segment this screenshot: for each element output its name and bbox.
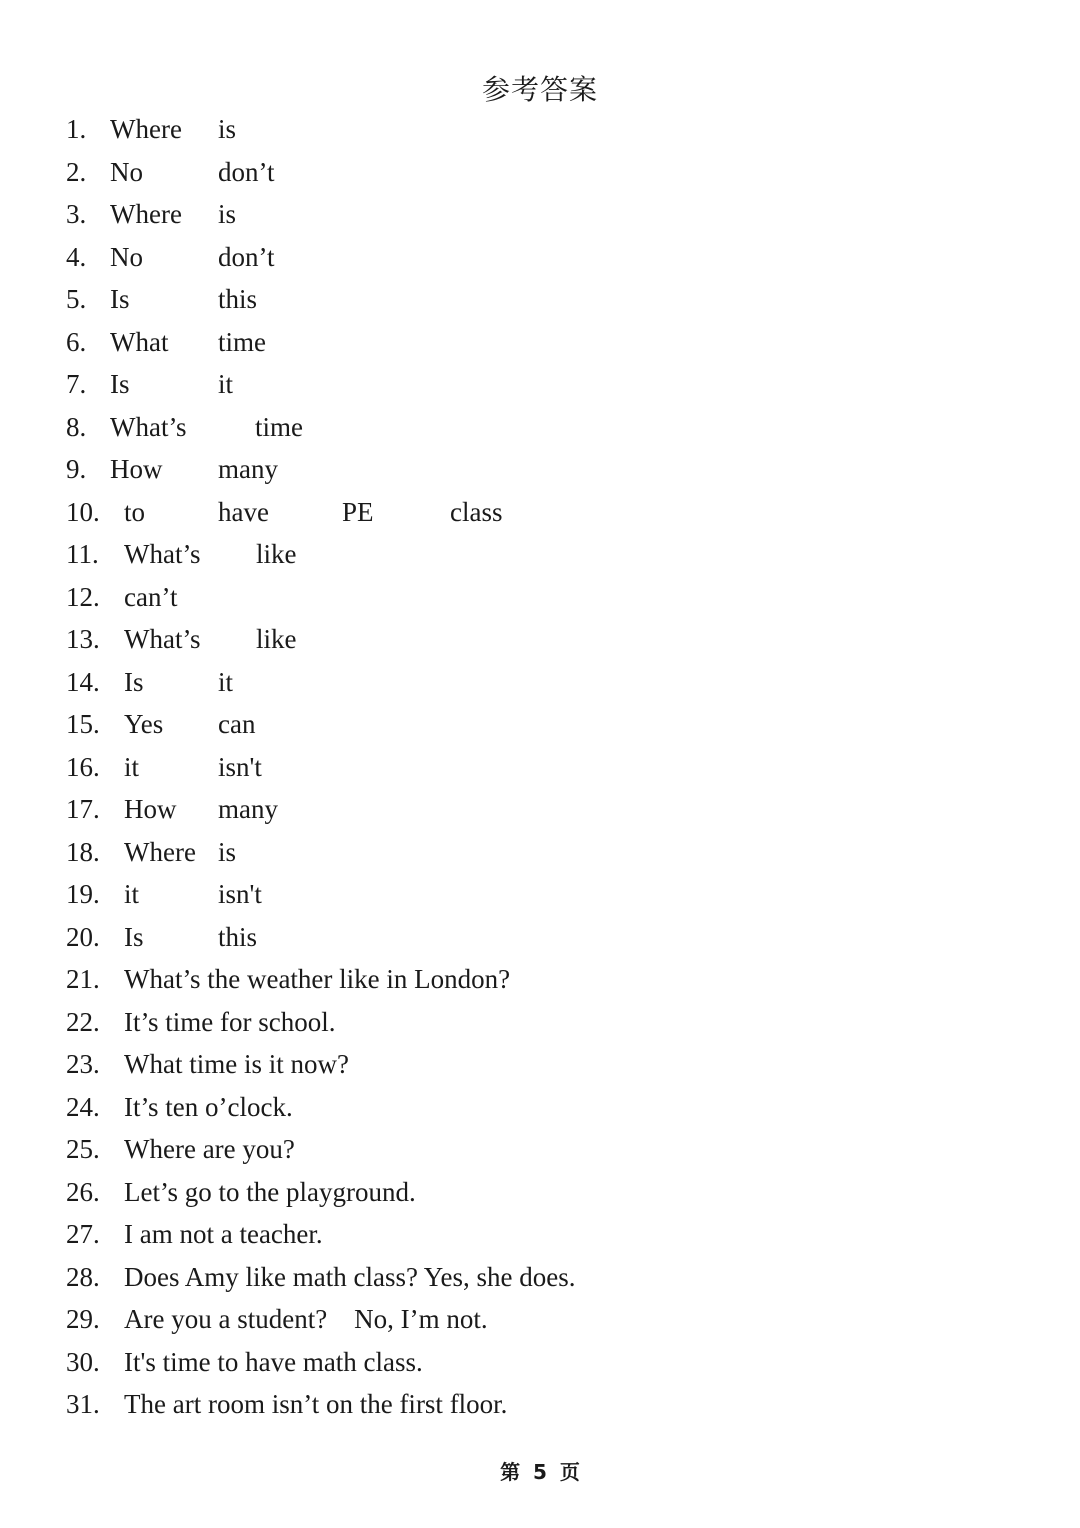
answer-number: 23. — [66, 1049, 100, 1079]
answer-row — [66, 576, 966, 619]
answer-row — [66, 278, 966, 321]
answer-word: like — [256, 539, 297, 569]
answer-word: this — [218, 921, 258, 952]
answer-word: can — [218, 709, 256, 739]
answer-sentence: I am not a teacher. — [124, 1219, 323, 1249]
answer-number: 31. — [66, 1389, 100, 1419]
answer-row — [66, 873, 966, 916]
answer-word: don’t — [218, 241, 275, 272]
answer-word: Where — [110, 199, 182, 229]
answer-word: No — [110, 156, 143, 187]
answer-row — [66, 363, 966, 406]
answer-row — [66, 916, 966, 959]
answer-word: How — [110, 454, 163, 484]
answer-row — [66, 1001, 966, 1044]
answer-word: can’t — [124, 581, 178, 612]
answer-row — [66, 1298, 966, 1341]
answer-number: 25. — [66, 1134, 100, 1164]
answer-word: What’s — [110, 411, 187, 442]
answer-word: Where — [110, 114, 182, 144]
answer-number: 18. — [66, 836, 100, 867]
answer-number: 29. — [66, 1304, 100, 1334]
answer-word: isn't — [218, 879, 262, 909]
answer-number: 30. — [66, 1346, 100, 1377]
answer-row — [66, 151, 966, 194]
answer-word: many — [218, 794, 278, 824]
answer-number: 20. — [66, 921, 100, 952]
answer-number: 22. — [66, 1006, 100, 1037]
answer-word: like — [256, 624, 297, 654]
answer-row — [66, 491, 966, 534]
answer-word: it — [124, 879, 140, 909]
answer-number: 5. — [66, 284, 87, 314]
answer-number: 7. — [66, 369, 87, 399]
answer-sentence: What time is it now? — [124, 1049, 349, 1079]
answer-word: What’s — [124, 624, 201, 654]
answer-number: 12. — [66, 581, 100, 612]
answer-sentence: It’s time for school. — [124, 1006, 336, 1037]
answer-row — [66, 193, 966, 236]
answer-word: Is — [110, 284, 130, 314]
answer-number: 21. — [66, 964, 100, 994]
answer-number: 6. — [66, 326, 87, 357]
answer-word: No — [110, 241, 143, 272]
answer-number: 4. — [66, 241, 87, 272]
answer-row — [66, 618, 966, 661]
answer-number: 13. — [66, 624, 100, 654]
answer-row — [66, 1256, 966, 1299]
answer-word: class — [450, 496, 503, 527]
answer-number: 28. — [66, 1261, 100, 1292]
answer-row — [66, 108, 966, 151]
answer-row — [66, 1383, 966, 1426]
answer-list — [66, 108, 966, 1426]
answer-word: have — [218, 496, 269, 527]
answer-word: to — [124, 496, 146, 527]
answer-word: it — [218, 666, 234, 697]
answer-row — [66, 958, 966, 1001]
answer-word: Yes — [124, 709, 164, 739]
answer-row — [66, 788, 966, 831]
answer-word: PE — [342, 496, 374, 527]
answer-row — [66, 406, 966, 449]
answer-sentence: Are you a student? No, I’m not. — [124, 1304, 488, 1334]
answer-sentence: It’s ten o’clock. — [124, 1091, 293, 1122]
answer-word: Where — [124, 836, 196, 867]
answer-word: is — [218, 199, 237, 229]
answer-row — [66, 448, 966, 491]
answer-number: 8. — [66, 411, 87, 442]
answer-row — [66, 1341, 966, 1384]
answer-number: 10. — [66, 496, 100, 527]
answer-number: 24. — [66, 1091, 100, 1122]
answer-word: is — [218, 836, 237, 867]
answer-number: 2. — [66, 156, 87, 187]
answer-number: 11. — [66, 539, 99, 569]
answer-word: time — [218, 326, 266, 357]
answer-word: Is — [124, 666, 144, 697]
answer-word: many — [218, 454, 278, 484]
answer-word: this — [218, 284, 258, 314]
answer-sentence: Let’s go to the playground. — [124, 1176, 416, 1207]
page-title: 参考答案 — [481, 73, 598, 106]
answer-row — [66, 1043, 966, 1086]
answer-row — [66, 661, 966, 704]
answer-sentence: It's time to have math class. — [124, 1346, 423, 1377]
answer-row — [66, 1128, 966, 1171]
answer-row — [66, 533, 966, 576]
answer-row — [66, 746, 966, 789]
page-number: 第 5 页 — [500, 1460, 580, 1484]
answer-number: 9. — [66, 454, 87, 484]
answer-word: Is — [124, 921, 144, 952]
answer-number: 26. — [66, 1176, 100, 1207]
answer-word: don’t — [218, 156, 275, 187]
answer-number: 1. — [66, 114, 87, 144]
answer-sentence: Does Amy like math class? Yes, she does. — [124, 1261, 576, 1292]
answer-row — [66, 321, 966, 364]
answer-row — [66, 1086, 966, 1129]
answer-number: 14. — [66, 666, 100, 697]
answer-word: Is — [110, 369, 130, 399]
answer-word: isn't — [218, 751, 262, 782]
answer-number: 16. — [66, 751, 100, 782]
answer-word: What — [110, 326, 169, 357]
answer-word: time — [255, 411, 303, 442]
answer-row — [66, 703, 966, 746]
answer-number: 15. — [66, 709, 100, 739]
answer-sentence: The art room isn’t on the first floor. — [124, 1389, 508, 1419]
answer-word: it — [218, 369, 234, 399]
answer-word: What’s — [124, 539, 201, 569]
answer-row — [66, 1213, 966, 1256]
answer-word: it — [124, 751, 140, 782]
answer-number: 27. — [66, 1219, 100, 1249]
answer-row — [66, 1171, 966, 1214]
answer-word: is — [218, 114, 237, 144]
answer-row — [66, 236, 966, 279]
answer-number: 19. — [66, 879, 100, 909]
answer-sentence: Where are you? — [124, 1134, 295, 1164]
answer-row — [66, 831, 966, 874]
answer-word: How — [124, 794, 177, 824]
answer-sentence: What’s the weather like in London? — [124, 964, 511, 994]
answer-number: 17. — [66, 794, 100, 824]
answer-number: 3. — [66, 199, 87, 229]
